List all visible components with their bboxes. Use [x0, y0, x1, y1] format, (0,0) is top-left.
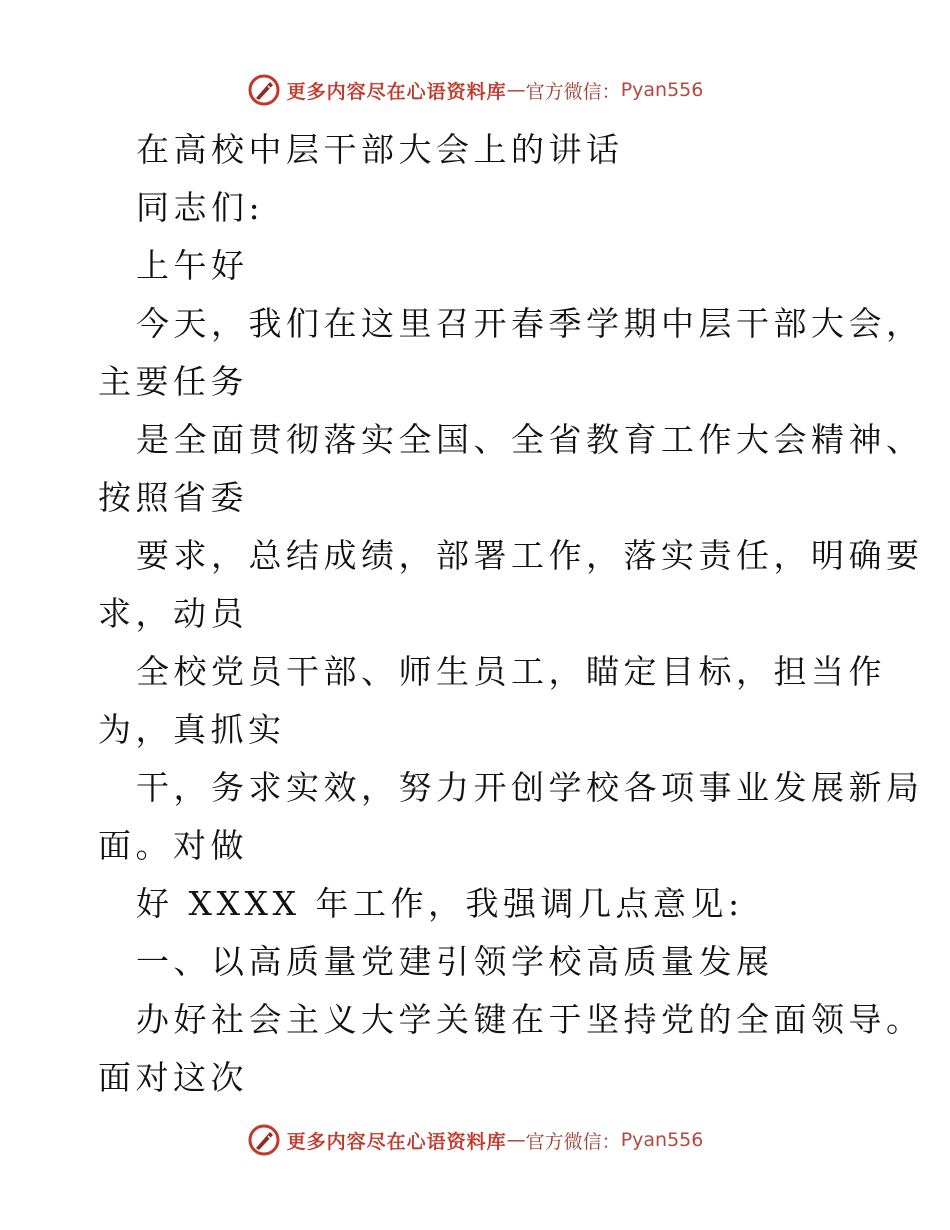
watermark-wechat-id: Pyan556 [620, 79, 704, 101]
watermark-banner-bottom [0, 1120, 950, 1160]
document-line: 求，动员 [98, 594, 248, 633]
document-line: 好 XXXX 年工作，我强调几点意见: [136, 884, 744, 923]
watermark-left-text: 更多内容尽在心语资料库 [286, 1130, 507, 1153]
document-line: 主要任务 [98, 362, 248, 401]
watermark-wechat-id: Pyan556 [620, 1129, 704, 1151]
document-title: 在高校中层干部大会上的讲话 [136, 130, 624, 169]
document-line: 干，务求实效，努力开创学校各项事业发展新局 [136, 768, 924, 807]
document-line: 上午好 [136, 246, 249, 285]
document-line: 要求，总结成绩，部署工作，落实责任，明确要 [136, 536, 924, 575]
document-line: 办好社会主义大学关键在于坚持党的全面领导。 [136, 1000, 924, 1039]
watermark-dash: — [506, 79, 526, 101]
watermark-banner-top [0, 70, 950, 110]
document-line: 面对这次 [98, 1058, 248, 1097]
watermark-right-text: 官方微信： [525, 80, 621, 103]
watermark-right-text: 官方微信： [525, 1130, 621, 1153]
watermark-dash: — [506, 1129, 526, 1151]
section-heading: 一、以高质量党建引领学校高质量发展 [136, 942, 774, 981]
document-line: 全校党员干部、师生员工，瞄定目标，担当作 [136, 652, 886, 691]
document-line: 同志们: [136, 188, 265, 227]
document-line: 是全面贯彻落实全国、全省教育工作大会精神、 [136, 420, 924, 459]
document-line: 按照省委 [98, 478, 248, 517]
watermark-left-text: 更多内容尽在心语资料库 [286, 80, 507, 103]
document-line: 为，真抓实 [98, 710, 286, 749]
document-line: 今天，我们在这里召开春季学期中层干部大会， [136, 304, 924, 343]
document-line: 面。对做 [98, 826, 248, 865]
quill-pen-seal-icon [247, 73, 281, 107]
quill-pen-seal-icon [247, 1123, 281, 1157]
